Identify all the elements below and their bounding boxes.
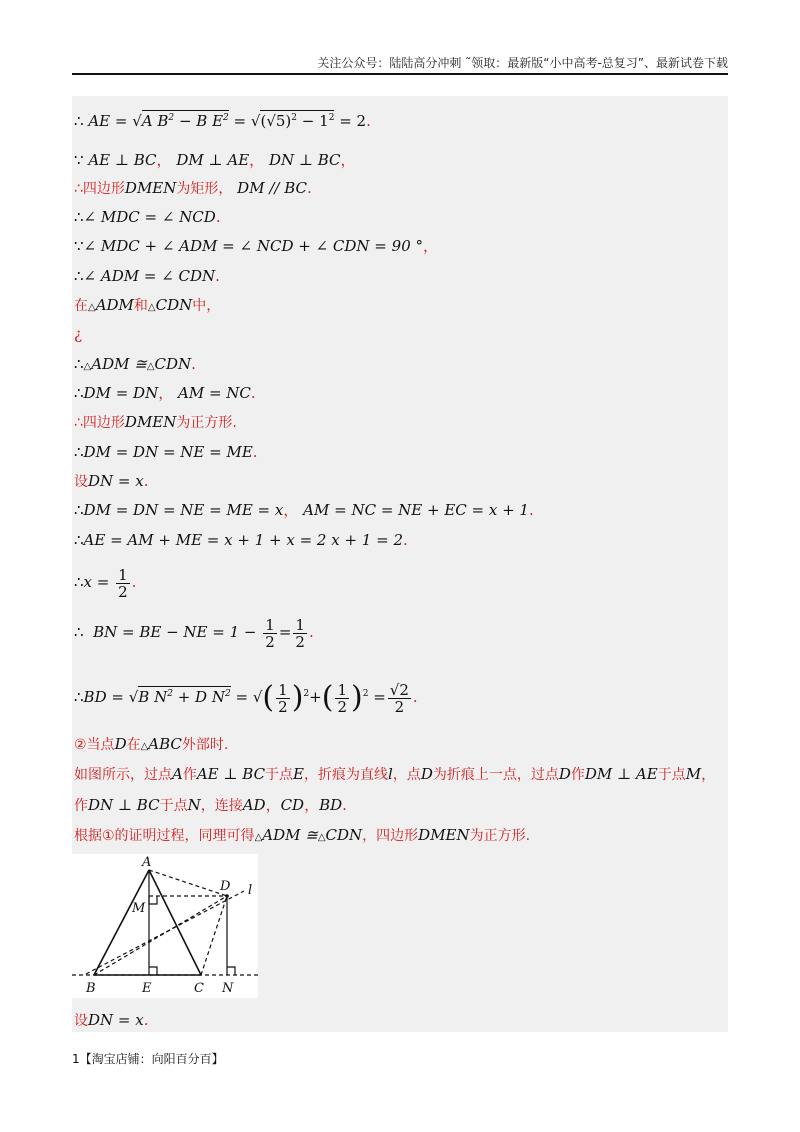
line-bd-value: ∴BD = √B $N^2 + D$ $N^2$ = √( $\frac{1}{2}$ )$^2$+( $\frac{1}{2}$ )$^2$ = $\frac{√2}{2}$ . bbox=[74, 680, 418, 716]
label-n: N bbox=[222, 981, 234, 996]
label-e: E bbox=[142, 981, 152, 996]
line-angle-adm: ∴∠ ADM = ∠ CDN. bbox=[74, 267, 220, 285]
line-construction-1: 如图所示，过点A作AE ⊥ BC于点E，折痕为直线l，点D为折痕上一点，过点D作DM ⊥ AE于点M， bbox=[74, 765, 717, 783]
geometry-figure bbox=[72, 854, 258, 998]
line-case-two: ②当点D在△ABC外部时. bbox=[74, 735, 229, 753]
label-c: C bbox=[194, 981, 204, 996]
line-ae-equation: ∴AE = AM + ME = x + 1 + x = 2 x + 1 = 2. bbox=[74, 531, 408, 549]
line-placeholder: ¿ bbox=[74, 325, 83, 343]
label-m: M bbox=[132, 901, 146, 916]
side-ac bbox=[149, 870, 201, 975]
solution-content bbox=[72, 96, 728, 1032]
line-perpendiculars: ∵ AE ⊥ BC， DM ⊥ AE， DN ⊥ BC， bbox=[74, 151, 356, 169]
page-footer: 1【淘宝店铺：向阳百分百】 bbox=[72, 1052, 224, 1066]
page-header: 关注公众号：陆陆高分冲刺 ˜领取：最新版“小中高考-总复习”、最新试卷下载 bbox=[317, 56, 728, 70]
line-let-dn: 设DN = x. bbox=[74, 472, 149, 490]
line-construction-2: 作DN ⊥ BC于点N，连接AD，CD，BD. bbox=[74, 796, 347, 814]
right-angle-e bbox=[149, 967, 157, 975]
line-triangles-intro: 在△ADM和△CDN中， bbox=[74, 296, 221, 314]
line-congruent: ∴△ADM ≅△CDN. bbox=[74, 355, 196, 373]
header-rule bbox=[72, 73, 728, 75]
line-angle-sum: ∵∠ MDC + ∠ ADM = ∠ NCD + ∠ CDN = 90 °， bbox=[74, 237, 439, 255]
label-l: l bbox=[248, 883, 253, 898]
line-x-value: ∴x = $\frac{1}{2}$ . bbox=[74, 565, 137, 601]
line-angle-mdc: ∴∠ MDC = ∠ NCD. bbox=[74, 208, 221, 226]
right-angle-n bbox=[227, 967, 235, 975]
segment-cd bbox=[201, 896, 227, 975]
figure-svg bbox=[72, 854, 258, 998]
line-sides-x: ∴DM = DN = NE = ME = x， AM = NC = NE + EC = x + 1. bbox=[74, 501, 534, 519]
line-equal-sides: ∴DM = DN = NE = ME. bbox=[74, 443, 258, 461]
label-b: B bbox=[86, 981, 96, 996]
line-rectangle: ∴四边形DMEN为矩形， DM // BC. bbox=[74, 179, 312, 197]
right-angle-m bbox=[149, 896, 157, 904]
line-ae-value: ∴ AE = √A $B^2 - B$ $E^2 = √(√5)^2 - 1^2 = 2$. bbox=[74, 112, 371, 130]
label-d: D bbox=[220, 879, 231, 894]
label-a: A bbox=[142, 855, 152, 870]
line-same-proof: 根据①的证明过程，同理可得△ADM ≅△CDN，四边形DMEN为正方形. bbox=[74, 826, 531, 844]
line-dm-dn: ∴DM = DN， AM = NC. bbox=[74, 384, 256, 402]
line-let-dn-2: 设DN = x. bbox=[74, 1011, 149, 1029]
line-bn-value: ∴ BN = BE − NE = 1 − $\frac{1}{2}$ = $\frac{1}{2}$ . bbox=[74, 615, 314, 651]
point-d bbox=[225, 894, 229, 898]
line-square: ∴四边形DMEN为正方形. bbox=[74, 413, 237, 431]
